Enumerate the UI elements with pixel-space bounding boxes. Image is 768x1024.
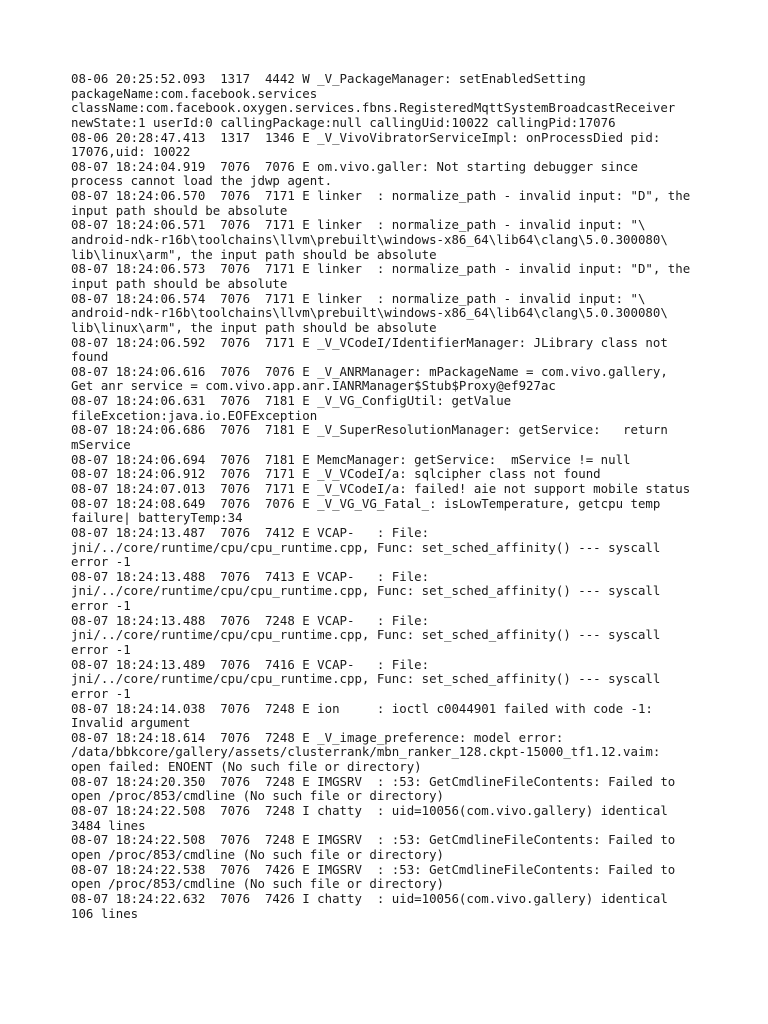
log-line: 08-06 20:25:52.093 1317 4442 W _V_PackageManager: setEnabledSetting — [71, 71, 586, 86]
log-line: process cannot load the jdwp agent. — [71, 173, 333, 189]
log-line: 08-07 18:24:18.614 7076 7248 E _V_image_preference: model error: — [71, 729, 564, 745]
log-line: 3484 lines — [71, 817, 146, 833]
log-line: 17076,uid: 10022 — [71, 144, 191, 160]
log-line: error -1 — [71, 641, 131, 657]
log-line: 08-07 18:24:06.571 7076 7171 E linker : normalize_path - invalid input: "\ — [71, 217, 646, 233]
log-line: 08-07 18:24:06.573 7076 7171 E linker : normalize_path - invalid input: "D", the — [71, 261, 691, 277]
log-text-block — [71, 72, 711, 921]
log-line: mService — [71, 437, 131, 453]
log-line: 08-07 18:24:06.694 7076 7181 E MemcManager: getService: mService != null — [71, 451, 631, 467]
log-line: 08-06 20:28:47.413 1317 1346 E _V_VivoVibratorServiceImpl: onProcessDied pid: — [71, 129, 661, 145]
log-line: error -1 — [71, 598, 131, 614]
log-line: open failed: ENOENT (No such file or directory) — [71, 759, 422, 775]
log-line: 08-07 18:24:22.508 7076 7248 E IMGSRV : :53: GetCmdlineFileContents: Failed to — [71, 832, 676, 848]
log-line: newState:1 userId:0 callingPackage:null callingUid:10022 callingPid:17076 — [71, 114, 616, 130]
log-line: className:com.facebook.oxygen.services.fbns.RegisteredMqttSystemBroadcastReceiver — [71, 100, 676, 116]
log-line: open /proc/853/cmdline (No such file or directory) — [71, 846, 444, 862]
log-line: 08-07 18:24:20.350 7076 7248 E IMGSRV : :53: GetCmdlineFileContents: Failed to — [71, 773, 676, 789]
log-line: 08-07 18:24:06.631 7076 7181 E _V_VG_ConfigUtil: getValue — [71, 393, 512, 409]
log-line: error -1 — [71, 685, 131, 701]
log-line: /data/bbkcore/gallery/assets/clusterrank/mbn_ranker_128.ckpt-15000_tf1.12.vaim: — [71, 744, 661, 760]
log-line: input path should be absolute — [71, 275, 288, 291]
log-line: failure| batteryTemp:34 — [71, 510, 243, 526]
log-line: 08-07 18:24:22.538 7076 7426 E IMGSRV : :53: GetCmdlineFileContents: Failed to — [71, 861, 676, 877]
log-line: android-ndk-r16b\toolchains\llvm\prebuilt\windows-x86_64\lib64\clang\5.0.300080\ — [71, 232, 668, 248]
log-line: fileExcetion:java.io.EOFException — [71, 407, 318, 423]
log-line: 08-07 18:24:13.488 7076 7413 E VCAP- : File: — [71, 568, 430, 584]
log-line: 08-07 18:24:06.570 7076 7171 E linker : normalize_path - invalid input: "D", the — [71, 188, 691, 204]
log-line: 106 lines — [71, 905, 139, 921]
log-line: 08-07 18:24:08.649 7076 7076 E _V_VG_VG_Fatal_: isLowTemperature, getcpu temp — [71, 495, 661, 511]
log-line: open /proc/853/cmdline (No such file or directory) — [71, 876, 444, 892]
log-line: error -1 — [71, 554, 131, 570]
log-line: 08-07 18:24:06.616 7076 7076 E _V_ANRManager: mPackageName = com.vivo.gallery, — [71, 363, 668, 379]
log-line: 08-07 18:24:04.919 7076 7076 E om.vivo.galler: Not starting debugger since — [71, 158, 638, 174]
log-line: 08-07 18:24:06.574 7076 7171 E linker : normalize_path - invalid input: "\ — [71, 290, 646, 306]
log-line: jni/../core/runtime/cpu/cpu_runtime.cpp, Func: set_sched_affinity() --- syscall — [71, 671, 661, 687]
log-line: 08-07 18:24:06.592 7076 7171 E _V_VCodeI/IdentifierManager: JLibrary class not — [71, 334, 668, 350]
log-line: 08-07 18:24:13.487 7076 7412 E VCAP- : File: — [71, 524, 430, 540]
log-line: jni/../core/runtime/cpu/cpu_runtime.cpp, Func: set_sched_affinity() --- syscall — [71, 583, 661, 599]
log-line: jni/../core/runtime/cpu/cpu_runtime.cpp, Func: set_sched_affinity() --- syscall — [71, 627, 661, 643]
log-line: packageName:com.facebook.services — [71, 85, 318, 101]
log-line: 08-07 18:24:22.632 7076 7426 I chatty : uid=10056(com.vivo.gallery) identical — [71, 890, 668, 906]
log-line: 08-07 18:24:07.013 7076 7171 E _V_VCodeI/a: failed! aie not support mobile status — [71, 480, 691, 496]
log-line: 08-07 18:24:13.488 7076 7248 E VCAP- : File: — [71, 612, 430, 628]
log-line: Invalid argument — [71, 715, 191, 731]
log-line: found — [71, 349, 109, 365]
log-line: 08-07 18:24:06.912 7076 7171 E _V_VCodeI/a: sqlcipher class not found — [71, 466, 601, 482]
log-line: 08-07 18:24:22.508 7076 7248 I chatty : uid=10056(com.vivo.gallery) identical — [71, 803, 668, 819]
log-line: open /proc/853/cmdline (No such file or directory) — [71, 788, 444, 804]
log-line: lib\linux\arm", the input path should be absolute — [71, 319, 437, 335]
log-line: android-ndk-r16b\toolchains\llvm\prebuilt\windows-x86_64\lib64\clang\5.0.300080\ — [71, 305, 668, 321]
log-line: jni/../core/runtime/cpu/cpu_runtime.cpp, Func: set_sched_affinity() --- syscall — [71, 539, 661, 555]
log-line: input path should be absolute — [71, 202, 288, 218]
log-line: 08-07 18:24:14.038 7076 7248 E ion : ioctl c0044901 failed with code -1: — [71, 700, 653, 716]
log-line: 08-07 18:24:06.686 7076 7181 E _V_SuperResolutionManager: getService: return — [71, 422, 668, 438]
log-line: 08-07 18:24:13.489 7076 7416 E VCAP- : File: — [71, 656, 430, 672]
log-line: lib\linux\arm", the input path should be absolute — [71, 246, 437, 262]
log-line: Get anr service = com.vivo.app.anr.IANRManager$Stub$Proxy@ef927ac — [71, 378, 556, 394]
